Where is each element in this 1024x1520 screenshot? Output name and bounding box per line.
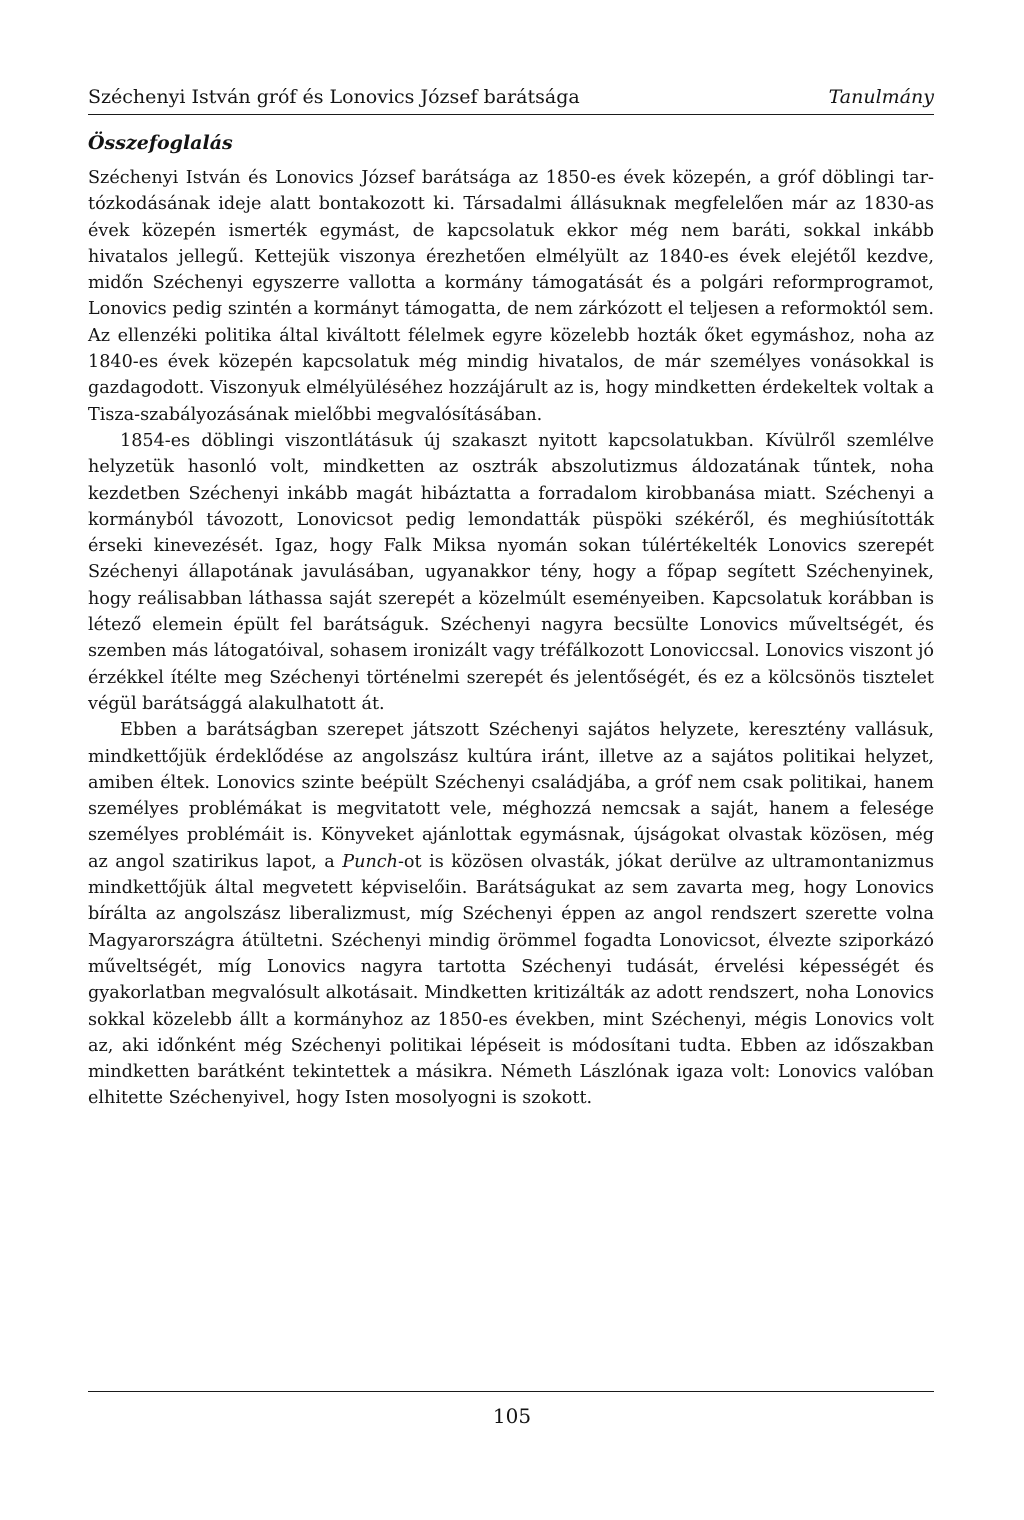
- periodical-title: Punch: [342, 851, 398, 872]
- section-heading: Összefoglalás: [88, 132, 233, 154]
- footer-rule: [88, 1391, 934, 1392]
- paragraph-1: Széchenyi István és Lonovics József barátsága az 1850-es évek közepén, a gróf döblingi tartózkodásának ideje alatt bontakozott ki. Társadalmi állásuknak megfelelően már az 1830-as évek közepén ismerték egymást, de kapcsolatuk ekkor még nem baráti, sokkal inkább hivatalos jellegű. Kettejük viszonya érezhetően elmélyült az 1840-es évek elejétől kezdve, midőn Széchenyi egyszerre vallotta a kormány támogatását és a polgári reformprogramot, Lonovics pedig szintén a kormányt támogatta, de nem zárkózott el teljesen a reformoktól sem. Az ellenzéki politika által kiváltott félelmek egyre közelebb hozták őket egymáshoz, noha az 1840-es évek közepén kapcsolatuk még mindig hivatalos, de már személyes vonásokkal is gazdagodott. Viszonyuk elmélyüléséhez hozzájárult az is, hogy mindketten érdekeltek voltak a Tisza-szabályozásának mielőbbi megvalósításában.: [88, 168, 934, 425]
- page-number: 105: [492, 1404, 532, 1428]
- paragraph-2: 1854-es döblingi viszontlátásuk új szakaszt nyitott kapcsolatukban. Kívülről szemlélve helyzetük hasonló volt, mindketten az osztrák abszolutizmus áldozatának tűntek, noha kezdetben Széchenyi inkább magát hibáztatta a forradalom kirobbanása miatt. Széchenyi a kormányból távozott, Lonovicsot pedig lemondatták püspöki székéről, és meghiúsították érseki kinevezését. Igaz, hogy Falk Miksa nyomán sokan túlértékelték Lonovics szerepét Széchenyi állapotának javulásában, ugyanakkor tény, hogy a főpap segített Széchenyinek, hogy reálisabban láthassa saját szerepét a közelmúlt eseményeiben. Kapcsolatuk korábban is létező elemein épült fel barátságuk. Széchenyi nagyra becsülte Lonovics műveltségét, és szemben más látogatóival, sohasem ironizált vagy tréfálkozott Lonoviccsal. Lonovics viszont jó érzékkel ítélte meg Széchenyi történelmi szerepét és jelentőségét, és ez a kölcsönös tisztelet végül barátsággá alakulhatott át.: [88, 430, 934, 714]
- header-section-label: Tanulmány: [828, 86, 934, 108]
- running-header: [88, 84, 934, 115]
- article-body: [88, 130, 934, 1112]
- paragraph-3: Ebben a barátságban szerepet játszott Széchenyi sajátos helyzete, keresztény vallásuk, mindkettőjük érdeklődése az angolszász kultúra iránt, illetve az a sajátos politikai helyzet, amiben éltek. Lonovics szinte beépült Széchenyi családjába, a gróf nem csak politikai, hanem személyes problémákat is megvitatott vele, méghozzá nemcsak a saját, hanem a felesége személyes problémáit is. Könyveket ajánlottak egymásnak, újságokat olvastak közösen, még az angol szatirikus lapot, a Punch-ot is közösen olvasták, jókat derülve az ultramontanizmus mindkettőjük által megvetett képviselőin. Barátságukat az sem zavarta meg, hogy Lonovics bírálta az angolszász liberalizmust, míg Széchenyi éppen az angol rendszert szerette volna Magyarországra átültetni. Széchenyi mindig örömmel fogadta Lonovicsot, élvezte sziporkázó műveltségét, míg Lonovics nagyra tartotta Széchenyi tudását, érvelési képességét és gyakorlatban megvalósult alkotásait. Mindketten kritizálták az adott rendszert, noha Lonovics sokkal közelebb állt a kormányhoz az 1850-es években, mint Széchenyi, mégis Lonovics volt az, aki időnként még Széchenyi politikai lépéseit is módosítani tudta. Ebben az időszakban mindketten barátként tekintettek a másikra. Németh Lászlónak igaza volt: Lonovics valóban elhitette Széchenyivel, hogy Isten mosolyogni is szokott.: [88, 720, 934, 1109]
- header-article-title: Széchenyi István gróf és Lonovics József barátsága: [88, 86, 580, 108]
